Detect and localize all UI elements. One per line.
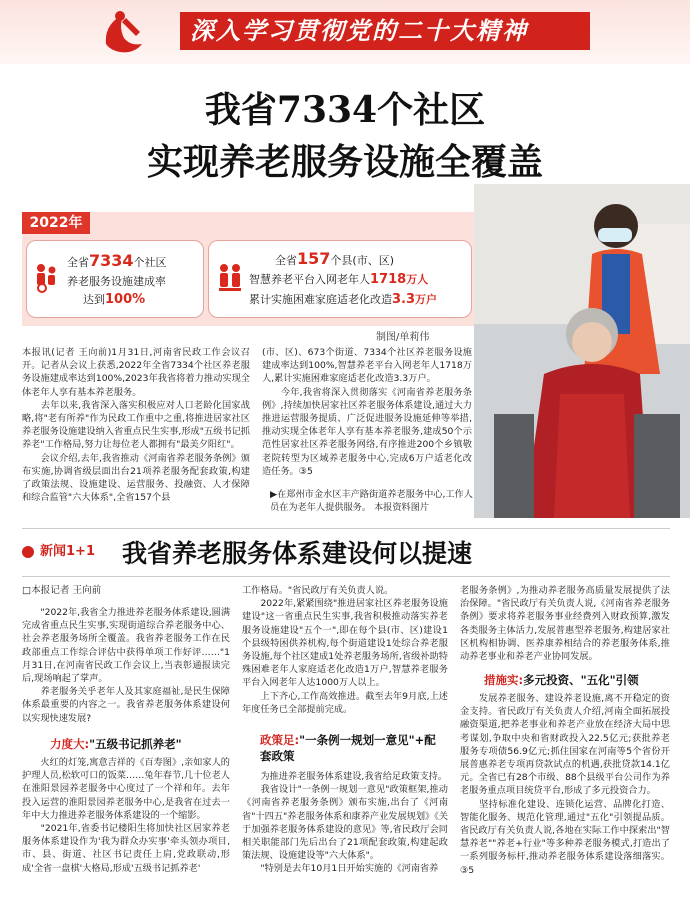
card1-rate: 100%: [105, 292, 146, 307]
card2-line2: 智慧养老平台入网老年人: [249, 273, 370, 286]
sec2-col2a: 工作格局。"省民政厅有关负责人说。 2022年,紧紧围绕"推进居家社区养老服务设施建设"这一省重点民生实事,我省积极推动落实养老服务设施建设"五个一",即在每个县(市、区)建设1个县级特困供养机构,每个街道建设1处综合养老服务设施,每个社区建成1处养老服务场所,省级补助特殊困难老年人家庭适老化改造1万户,智慧养老服务平台入网老年人达1000万人以上。 上下齐心,工作高效推进。截至去年9月底,上述年度任务已全部提前完成。: [242, 585, 448, 715]
card1-line2: 养老服务设施建成率: [67, 275, 166, 288]
subhead-2-red: 政策足:: [260, 733, 300, 747]
sec2-col1b: 火红的灯笼,寓意吉祥的《百寿图》,亲如家人的护理人员,松软可口的饭菜……兔年春节,几十位老人在淮阳景园养老服务中心度过了一个祥和年。去年投入运营的淮阳景园养老服务中心,是我省在过去一年中大力推进养老服务体系建设的一个缩影。 "2021年,省委书记楼阳生将加快社区居家养老服务体系建设作为'我为群众办实事'牵头领办项目,市、县、街道、社区书记责任上肩,党政联动,形成'全省一盘棋'大格局,形成'五级书记抓养老': [22, 757, 230, 874]
subhead-2-rest: "一条例一规划一意见"+配套政策: [260, 733, 436, 763]
section-rule-bottom: [22, 576, 670, 577]
card2-line3: 累计实施困难家庭适老化改造: [249, 293, 392, 306]
graphic-credit: 制图/单莉伟: [376, 332, 430, 343]
article1-col1: 本报讯(记者 王向前)1月31日,河南省民政工作会议召开。记者从会议上获悉,2022年全省7334个社区养老服务设施建成率达到100%,2023年我省将着力推动实现全体老年人享有基本养老服务。 去年以来,我省深入落实积极应对人口老龄化国家战略,将"老有所养"作为民政工作重中之重,将推进居家社区养老服务设施建设纳入省重点民生实事,形成"五级书记抓养老"工作格局,努力让每位老人都拥有"最美夕阳红"。 会议介绍,去年,我省推动《河南省养老服务条例》颁布实施,协调省级层面出台21项养老服务配套政策,构建了政策法规、设施建设、运营服务、投融资、人才保障和综合监管"六大体系",全省157个县: [22, 347, 250, 504]
subhead-3: [484, 672, 639, 688]
subhead-3-rest: 多元投资、"五化"引领: [523, 673, 639, 687]
news-tag-label: 新闻1+1: [40, 544, 95, 559]
community-icon: [217, 263, 243, 293]
party-emblem-icon: [96, 4, 152, 60]
sec2-col3b: 发展养老服务、建设养老设施,离不开稳定的资金支持。省民政厅有关负责人介绍,河南全面拓展投融资渠道,把养老事业和养老产业放在经济大局中思考谋划,争取中央和省财政投入22.5亿元;获批养老服务专项债56.9亿元;抓住国家在河南等5个省份开展普惠养老专项再贷款试点的机遇,获批贷款14.1亿元。全省已有28个市级、88个县级平台公司作为养老服务重点项目统贷平台,形成了多元投资合力。 坚持标准化建设、连锁化运营、品牌化打造、智能化服务、规范化管理,通过"五化"引领提品质。省民政厅有关负责人说,各地在实际工作中探索出"智慧养老""养老+行业"等多种养老服务模式,打造出了一系列服务标杆,推动养老服务体系建设落细落实。③5: [460, 693, 670, 876]
card2-unit3: 万户: [415, 293, 438, 306]
card2-mid: 个县(市、区): [330, 254, 394, 267]
photo-illustration: [474, 184, 690, 518]
banner-title: 深入学习贯彻党的二十大精神: [180, 12, 590, 50]
news-tag: [22, 540, 118, 564]
card2-num2: 1718: [370, 272, 407, 287]
card2-unit2: 万人: [406, 273, 429, 286]
stat-card-counties: [208, 240, 472, 318]
card1-mid: 个社区: [133, 256, 167, 269]
sec2-col3a: 老服务条例》,为推动养老服务高质量发展提供了法治保障。"省民政厅有关负责人说,《河南省养老服务条例》要求将养老服务事业经费列入财政预算,激发各类服务主体活力,发展普惠型养老服务,构建居家社区机构相协调、医养康养相结合的养老服务体系,推动养老事业和养老产业协同发展。: [460, 585, 670, 663]
card1-pre3: 达到: [83, 293, 105, 306]
card1-num: 7334: [89, 251, 134, 270]
card2-num3: 3.3: [392, 292, 416, 307]
elderly-care-icon: [33, 263, 59, 293]
subhead-2: [260, 732, 446, 764]
stat-card-communities: [26, 240, 204, 318]
section2-title: 我省养老服务体系建设何以提速: [122, 539, 473, 568]
card2-num: 157: [297, 249, 331, 268]
byline: □本报记者 王向前: [22, 585, 102, 596]
section-rule: [22, 528, 670, 529]
news-photo: [474, 184, 690, 518]
article1-col2: (市、区)、673个街道、7334个社区养老服务设施建成率达到100%,智慧养老平台入网老年人1718万人,累计实施困难家庭适老化改造3.3万户。 今年,我省将深入贯彻落实《河南省养老服务条例》,持续加快居家社区养老服务体系建设,通过大力推进运营服务提质、广泛促进服务设施延伸等举措,推动实现全体老年人享有基本养老服务,建成50个示范性居家社区养老服务网络,有序推进200个乡镇敬老院转型为区域养老服务中心,完成6万户适老化改造任务。③5: [262, 347, 472, 477]
subhead-1: [50, 736, 182, 752]
sec2-col1a: "2022年,我省全力推进养老服务体系建设,圆满完成省重点民生实事,实现街道综合养老服务中心、社会养老服务场所全覆盖。我省养老服务工作在民政部重点工作综合评估中获得单项工作好评……"1月31日,在河南省民政工作会议上,当表彰通报读完后,现场响起了掌声。 养老服务关乎老年人及其家庭福祉,是民生保障体系最重要的内容之一。我省养老服务体系建设何以实现快速发展?: [22, 607, 230, 724]
subhead-3-red: 措施实:: [484, 673, 524, 687]
photo-caption: ▶在郑州市金水区丰产路街道养老服务中心,工作人员在为老年人提供服务。 本报资料图片: [270, 489, 473, 513]
headline-line2: 实现养老服务设施全覆盖: [146, 141, 543, 183]
card1-prefix: 全省: [67, 256, 89, 269]
card2-prefix: 全省: [275, 254, 297, 267]
headline-line1: 我省7334个社区: [204, 89, 486, 131]
subhead-1-rest: "五级书记抓养老": [89, 737, 182, 751]
year-tag: 2022年: [22, 212, 90, 234]
bullet-icon: [22, 546, 34, 558]
subhead-1-red: 力度大:: [50, 737, 90, 751]
top-banner: [0, 0, 690, 64]
sec2-col2b: 为推进养老服务体系建设,我省给足政策支持。 我省设计"一条例一规划一意见"政策框架,推动《河南省养老服务条例》颁布实施,出台了《河南省"十四五"养老服务体系和康养产业发展规划》《关于加强养老服务体系建设的意见》等,省民政厅会同相关职能部门先后出台了21项配套政策,构建起政策法规、设施建设等"六大体系"。 "特别是去年10月1日开始实施的《河南省养: [242, 771, 448, 875]
